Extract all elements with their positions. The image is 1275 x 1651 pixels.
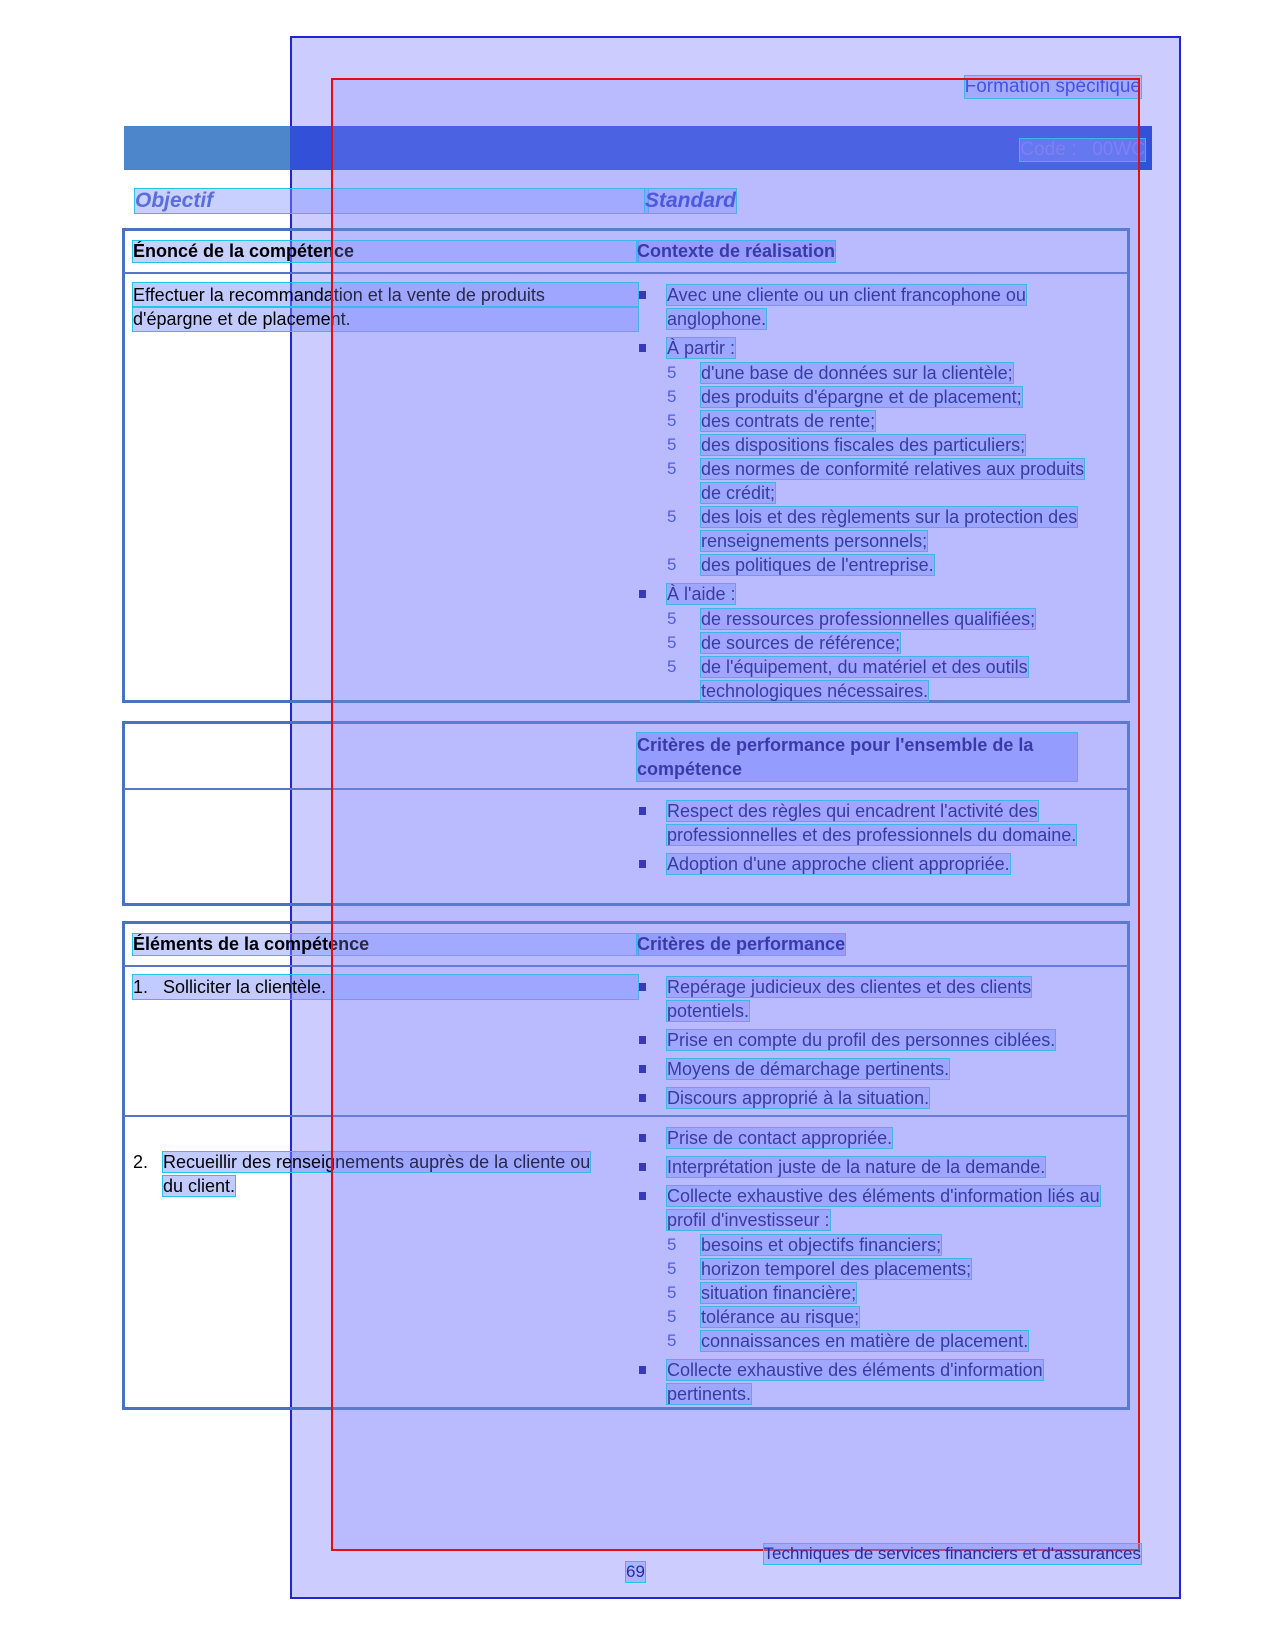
context-subitem: 5 des politiques de l'entreprise. [667, 553, 1097, 577]
section2-header-divider [124, 788, 1128, 790]
enonce-heading: Énoncé de la compétence [133, 241, 638, 262]
competence-statement [133, 283, 638, 331]
context-subitem: 5 des produits d'épargne et de placement; [667, 385, 1097, 409]
criterion-subitem: 5 situation financière; [667, 1281, 1107, 1305]
element-row-divider [124, 1115, 1128, 1117]
criterion: Collecte exhaustive des éléments d'information pertinents. [637, 1358, 1107, 1406]
statement-line-1: Effectuer la recommandation et la vente de produits [133, 283, 638, 307]
contexte-list [637, 283, 1097, 708]
criterion-subitem: 5 besoins et objectifs financiers; [667, 1233, 1107, 1257]
criterion-subitem: 5 connaissances en matière de placement. [667, 1329, 1107, 1353]
page-number: 69 [626, 1562, 645, 1581]
context-subitem: 5 de ressources professionnelles qualifiées; [667, 607, 1097, 631]
global-criterion: Respect des règles qui encadrent l'activité des professionnelles et des professionnels du domaine. [637, 799, 1097, 847]
code-band [124, 126, 1152, 170]
context-item: À partir : 5 d'une base de données sur la clientèle; 5 des produits d'épargne et de placement; 5 des contrats de rente; 5 des dispositions fiscales des particuliers; 5 des normes de conformité relatives aux produits de crédit; 5 des lois et des règlements sur la protection des renseignements personnels; 5 des politiques de l'entreprise. [637, 336, 1097, 577]
element-2-number: 2. [133, 1152, 149, 1172]
contexte-heading: Contexte de réalisation [637, 241, 836, 261]
criterion: Moyens de démarchage pertinents. [637, 1057, 1107, 1081]
element-1-criteria [637, 975, 1107, 1115]
performance-heading: Critères de performance [637, 934, 846, 954]
context-item: Avec une cliente ou un client francophone ou anglophone. [637, 283, 1097, 331]
context-item: À l'aide : 5 de ressources professionnelles qualifiées; 5 de sources de référence; 5 de l'équipement, du matériel et des outils technologiques nécessaires. [637, 582, 1097, 703]
criterion: Prise de contact appropriée. [637, 1126, 1107, 1150]
criterion: Interprétation juste de la nature de la demande. [637, 1155, 1107, 1179]
element-1 [133, 975, 638, 999]
element-2-criteria [637, 1126, 1107, 1411]
criterion: Prise en compte du profil des personnes ciblées. [637, 1028, 1107, 1052]
element-2 [133, 1150, 593, 1198]
objectif-title: Objectif [135, 189, 648, 213]
criterion-subitem: 5 horizon temporel des placements; [667, 1257, 1107, 1281]
context-subitem: 5 de l'équipement, du matériel et des outils technologiques nécessaires. [667, 655, 1097, 703]
elements-heading: Éléments de la compétence [133, 934, 638, 955]
header-title: Formation spécifique [964, 76, 1141, 97]
criterion: Collecte exhaustive des éléments d'information liés au profil d'investisseur : 5 besoins et objectifs financiers; 5 horizon temporel des placements; 5 situation financière; 5 tolérance au risque; 5 connaissances en matière de placement. [637, 1184, 1107, 1353]
criterion-subitem: 5 tolérance au risque; [667, 1305, 1107, 1329]
section1-header-divider [124, 272, 1128, 274]
footer-program: Techniques de services financiers et d'assurances [763, 1544, 1141, 1563]
criterion: Discours approprié à la situation. [637, 1086, 1107, 1110]
context-subitem: 5 de sources de référence; [667, 631, 1097, 655]
element-1-number: 1. [133, 977, 149, 997]
criterion: Repérage judicieux des clientes et des clients potentiels. [637, 975, 1107, 1023]
context-subitem: 5 des dispositions fiscales des particuliers; [667, 433, 1097, 457]
element-1-text: Solliciter la clientèle. [163, 977, 327, 997]
global-criterion: Adoption d'une approche client appropriée. [637, 852, 1097, 876]
global-criteria-heading: Critères de performance pour l'ensemble de la compétence [637, 733, 1077, 781]
context-subitem: 5 des lois et des règlements sur la protection des renseignements personnels; [667, 505, 1097, 553]
context-subitem: 5 des normes de conformité relatives aux produits de crédit; [667, 457, 1097, 505]
element-2-text: Recueillir des renseignements auprès de la cliente ou du client. [163, 1152, 591, 1196]
context-subitem: 5 d'une base de données sur la clientèle; [667, 361, 1097, 385]
statement-line-2: d'épargne et de placement. [133, 307, 638, 331]
context-subitem: 5 des contrats de rente; [667, 409, 1097, 433]
global-criteria-list [637, 799, 1097, 881]
section3-header-divider [124, 965, 1128, 967]
code-label: Code : 00WC [1020, 139, 1145, 160]
standard-title: Standard [645, 189, 737, 212]
